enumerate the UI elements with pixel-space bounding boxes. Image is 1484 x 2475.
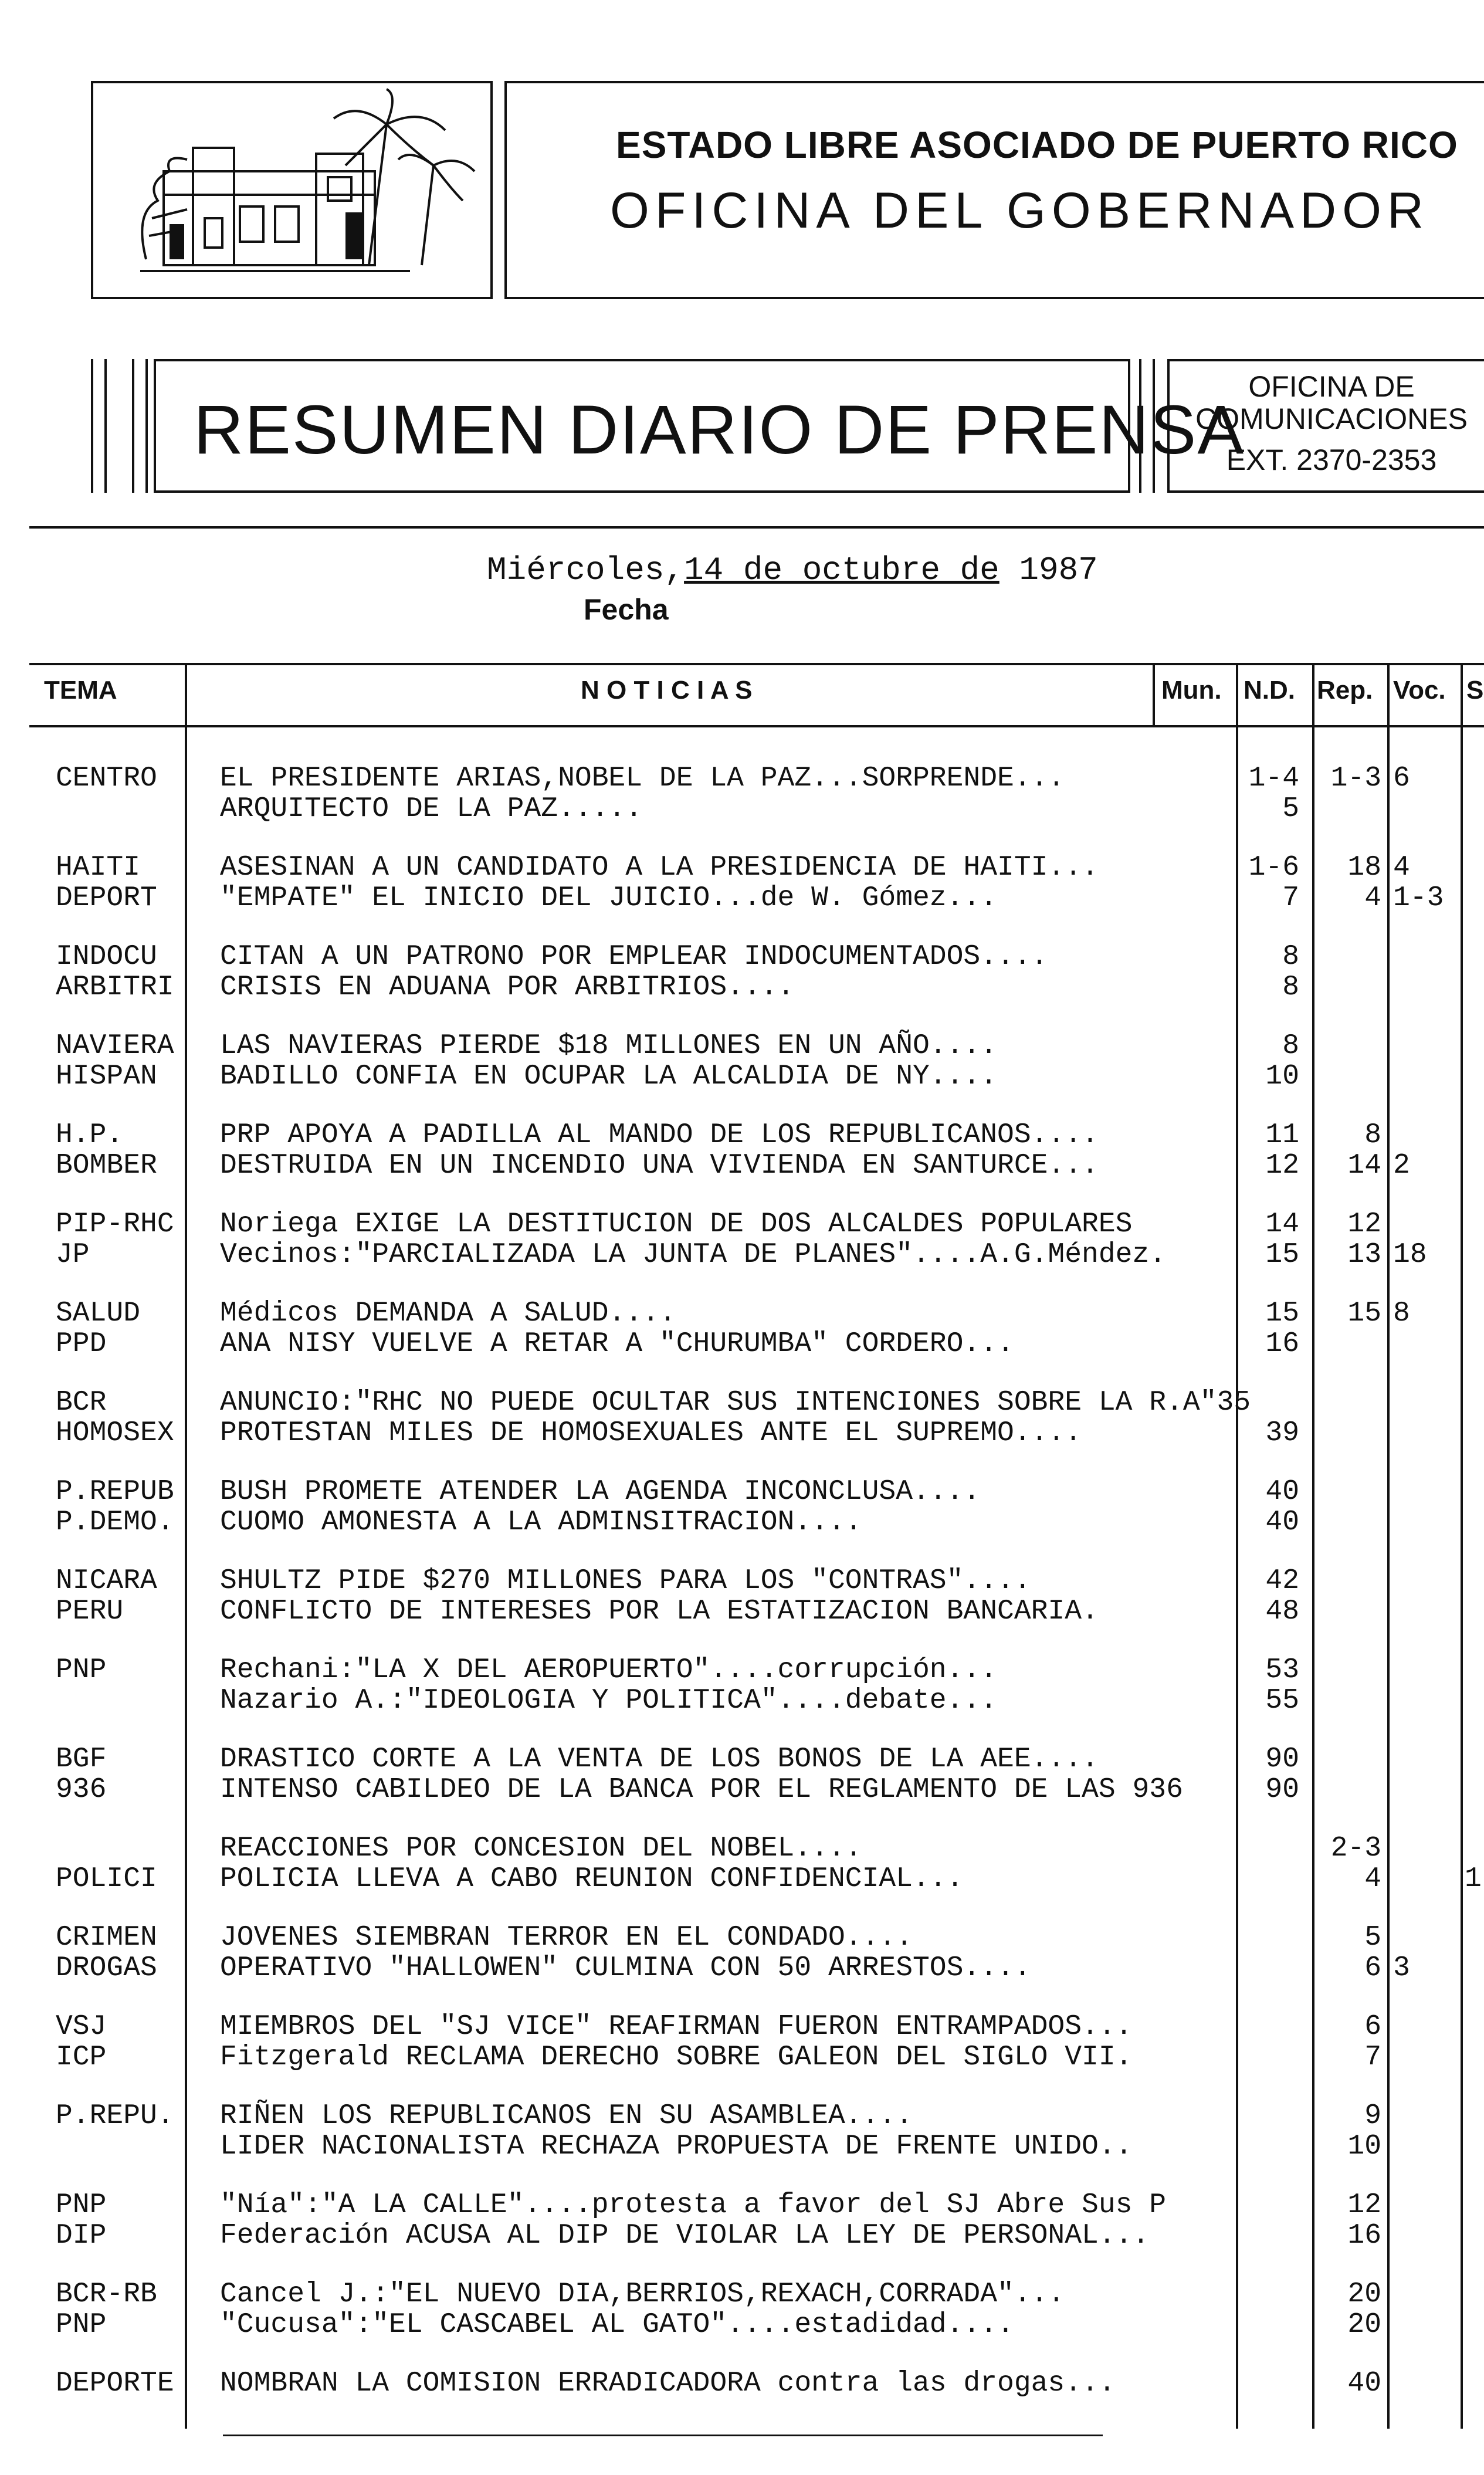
row-tema: DIP — [56, 2220, 107, 2251]
header-rule — [29, 526, 1484, 529]
row-tema: PERU — [56, 1596, 124, 1627]
row-tema: BCR — [56, 1387, 107, 1418]
row-rep: 4 — [1364, 882, 1381, 914]
row-tema: BGF — [56, 1743, 107, 1775]
row-tema: BOMBER — [56, 1150, 157, 1181]
row-tema: HOMOSEX — [56, 1417, 174, 1449]
row-noticia: ANA NISY VUELVE A RETAR A "CHURUMBA" CORDERO... — [220, 1328, 1014, 1360]
row-tema: PNP — [56, 1654, 107, 1686]
row-noticia: OPERATIVO "HALLOWEN" CULMINA CON 50 ARRESTOS.... — [220, 1952, 1031, 1984]
col-voc-header: Voc. — [1393, 676, 1446, 705]
col-line-rep — [1387, 663, 1390, 2429]
row-tema: PNP — [56, 2189, 107, 2221]
row-noticia: Noriega EXIGE LA DESTITUCION DE DOS ALCALDES POPULARES — [220, 1208, 1133, 1240]
row-noticia: CITAN A UN PATRONO POR EMPLEAR INDOCUMENTADOS.... — [220, 941, 1048, 973]
col-line-voc — [1461, 663, 1463, 2429]
row-noticia: Fitzgerald RECLAMA DERECHO SOBRE GALEON DEL SIGLO VII. — [220, 2041, 1133, 2073]
date-year: 1987 — [1019, 551, 1098, 589]
row-noticia: NOMBRAN LA COMISION ERRADICADORA contra las drogas... — [220, 2368, 1116, 2399]
row-nd: 39 — [1265, 1417, 1299, 1449]
row-rep: 13 — [1347, 1239, 1381, 1271]
row-noticia: LAS NAVIERAS PIERDE $18 MILLONES EN UN AÑO.... — [220, 1030, 998, 1062]
row-tema: NAVIERA — [56, 1030, 174, 1062]
row-noticia: LIDER NACIONALISTA RECHAZA PROPUESTA DE FRENTE UNIDO.. — [220, 2131, 1133, 2162]
row-rep: 14 — [1347, 1150, 1381, 1181]
row-rep: 5 — [1364, 1922, 1381, 1953]
row-noticia: ARQUITECTO DE LA PAZ..... — [220, 793, 643, 825]
row-noticia: Cancel J.:"EL NUEVO DIA,BERRIOS,REXACH,CORRADA"... — [220, 2278, 1065, 2310]
row-tema: BCR-RB — [56, 2278, 157, 2310]
fortaleza-seal-icon — [93, 83, 490, 297]
extension-line: EXT. 2370-2353 — [1226, 443, 1437, 476]
row-noticia: Rechani:"LA X DEL AEROPUERTO"....corrupción... — [220, 1654, 998, 1686]
row-tema: CRIMEN — [56, 1922, 157, 1953]
date-day-month: 14 de octubre de — [684, 551, 1000, 589]
row-tema: P.REPUB — [56, 1476, 174, 1508]
row-tema: PNP — [56, 2309, 107, 2341]
row-rep: 10 — [1347, 2131, 1381, 2162]
col-mun-header: Mun. — [1161, 676, 1222, 705]
row-voc: 3 — [1393, 1952, 1410, 1984]
row-tema: POLICI — [56, 1863, 157, 1895]
row-tema: ARBITRI — [56, 971, 174, 1003]
row-noticia: DESTRUIDA EN UN INCENDIO UNA VIVIENDA EN SANTURCE... — [220, 1150, 1099, 1181]
oficina-title: OFICINA DEL GOBERNADOR — [610, 182, 1430, 239]
row-voc: 2 — [1393, 1150, 1410, 1181]
row-rep: 20 — [1347, 2309, 1381, 2341]
row-rep: 8 — [1364, 1119, 1381, 1151]
row-rep: 6 — [1364, 2011, 1381, 2043]
row-noticia: ANUNCIO:"RHC NO PUEDE OCULTAR SUS INTENCIONES SOBRE LA R.A"35 — [220, 1387, 1251, 1418]
row-voc: 1-3 — [1393, 882, 1444, 914]
row-tema: P.DEMO. — [56, 1506, 174, 1538]
row-nd: 40 — [1265, 1506, 1299, 1538]
row-tema: SALUD — [56, 1298, 141, 1329]
row-nd: 48 — [1265, 1596, 1299, 1627]
row-nd: 15 — [1265, 1298, 1299, 1329]
date-weekday: Miércoles, — [487, 551, 685, 589]
row-nd: 12 — [1265, 1150, 1299, 1181]
col-line-nd — [1312, 663, 1314, 2429]
row-noticia: POLICIA LLEVA A CABO REUNION CONFIDENCIAL... — [220, 1863, 964, 1895]
row-tema: DEPORTE — [56, 2368, 174, 2399]
row-rep: 12 — [1347, 1208, 1381, 1240]
col-noticias-header: N O T I C I A S — [581, 676, 753, 705]
row-rep: 16 — [1347, 2220, 1381, 2251]
table-header-rule — [29, 725, 1484, 727]
row-rep: 6 — [1364, 1952, 1381, 1984]
row-nd: 8 — [1282, 1030, 1299, 1062]
row-noticia: Federación ACUSA AL DIP DE VIOLAR LA LEY DE PERSONAL... — [220, 2220, 1150, 2251]
row-noticia: INTENSO CABILDEO DE LA BANCA POR EL REGLAMENTO DE LAS 936 — [220, 1774, 1183, 1806]
row-noticia: PRP APOYA A PADILLA AL MANDO DE LOS REPUBLICANOS.... — [220, 1119, 1099, 1151]
col-rep-header: Rep. — [1317, 676, 1373, 705]
row-noticia: Nazario A.:"IDEOLOGIA Y POLITICA"....debate... — [220, 1685, 998, 1716]
row-tema: DROGAS — [56, 1952, 157, 1984]
row-noticia: "EMPATE" EL INICIO DEL JUICIO...de W. Gómez... — [220, 882, 998, 914]
row-tema: P.REPU. — [56, 2100, 174, 2132]
row-noticia: CONFLICTO DE INTERESES POR LA ESTATIZACION BANCARIA. — [220, 1596, 1099, 1627]
row-noticia: CRISIS EN ADUANA POR ARBITRIOS.... — [220, 971, 795, 1003]
row-voc: 18 — [1393, 1239, 1427, 1271]
row-nd: 53 — [1265, 1654, 1299, 1686]
row-nd: 1-4 — [1248, 763, 1299, 794]
date-line — [487, 551, 1098, 589]
row-rep: 15 — [1347, 1298, 1381, 1329]
row-noticia: REACCIONES POR CONCESION DEL NOBEL.... — [220, 1833, 862, 1864]
row-voc: 8 — [1393, 1298, 1410, 1329]
oficina-com-line1: OFICINA DE — [1248, 370, 1415, 403]
row-nd: 55 — [1265, 1685, 1299, 1716]
seal-box — [91, 81, 493, 299]
row-tema: H.P. — [56, 1119, 124, 1151]
right-bar-1 — [1139, 359, 1141, 493]
row-s: 1 — [1465, 1863, 1482, 1895]
row-tema: JP — [56, 1239, 90, 1271]
right-bar-2 — [1153, 359, 1155, 493]
row-nd: 40 — [1265, 1476, 1299, 1508]
row-tema: PIP-RHC — [56, 1208, 174, 1240]
row-noticia: DRASTICO CORTE A LA VENTA DE LOS BONOS DE LA AEE.... — [220, 1743, 1099, 1775]
row-rep: 40 — [1347, 2368, 1381, 2399]
row-noticia: "Nía":"A LA CALLE"....protesta a favor del SJ Abre Sus P — [220, 2189, 1167, 2221]
row-tema: INDOCU — [56, 941, 157, 973]
row-nd: 16 — [1265, 1328, 1299, 1360]
row-nd: 1-6 — [1248, 852, 1299, 883]
row-nd: 11 — [1265, 1119, 1299, 1151]
left-bar-4 — [145, 359, 148, 493]
row-noticia: RIÑEN LOS REPUBLICANOS EN SU ASAMBLEA.... — [220, 2100, 913, 2132]
row-voc: 4 — [1393, 852, 1410, 883]
col-line-noticias — [1153, 663, 1155, 727]
col-nd-header: N.D. — [1244, 676, 1295, 705]
row-noticia: CUOMO AMONESTA A LA ADMINSITRACION.... — [220, 1506, 862, 1538]
row-noticia: Médicos DEMANDA A SALUD.... — [220, 1298, 676, 1329]
resumen-title: RESUMEN DIARIO DE PRENSA — [194, 391, 1245, 469]
row-rep: 9 — [1364, 2100, 1381, 2132]
fecha-label: Fecha — [584, 593, 669, 626]
row-tema: CENTRO — [56, 763, 157, 794]
row-tema: HISPAN — [56, 1061, 157, 1092]
col-line-mun — [1236, 663, 1238, 2429]
row-noticia: BUSH PROMETE ATENDER LA AGENDA INCONCLUSA.... — [220, 1476, 981, 1508]
row-noticia: Vecinos:"PARCIALIZADA LA JUNTA DE PLANES"....A.G.Méndez. — [220, 1239, 1167, 1271]
row-rep: 20 — [1347, 2278, 1381, 2310]
row-nd: 90 — [1265, 1774, 1299, 1806]
row-voc: 6 — [1393, 763, 1410, 794]
row-nd: 5 — [1282, 793, 1299, 825]
row-rep: 2-3 — [1330, 1833, 1381, 1864]
row-tema: VSJ — [56, 2011, 107, 2043]
row-tema: ICP — [56, 2041, 107, 2073]
estado-title: ESTADO LIBRE ASOCIADO DE PUERTO RICO — [616, 124, 1458, 166]
row-rep: 12 — [1347, 2189, 1381, 2221]
row-noticia: SHULTZ PIDE $270 MILLONES PARA LOS "CONTRAS".... — [220, 1565, 1031, 1597]
row-nd: 7 — [1282, 882, 1299, 914]
row-noticia: PROTESTAN MILES DE HOMOSEXUALES ANTE EL SUPREMO.... — [220, 1417, 1082, 1449]
row-tema: PPD — [56, 1328, 107, 1360]
bottom-rule — [223, 2435, 1103, 2436]
row-noticia: JOVENES SIEMBRAN TERROR EN EL CONDADO.... — [220, 1922, 913, 1953]
row-noticia: BADILLO CONFIA EN OCUPAR LA ALCALDIA DE NY.... — [220, 1061, 998, 1092]
row-noticia: ASESINAN A UN CANDIDATO A LA PRESIDENCIA DE HAITI... — [220, 852, 1099, 883]
row-nd: 14 — [1265, 1208, 1299, 1240]
row-tema: DEPORT — [56, 882, 157, 914]
col-line-tema — [185, 663, 187, 2429]
row-nd: 15 — [1265, 1239, 1299, 1271]
left-bar-1 — [91, 359, 93, 493]
row-rep: 4 — [1364, 1863, 1381, 1895]
row-nd: 42 — [1265, 1565, 1299, 1597]
row-noticia: EL PRESIDENTE ARIAS,NOBEL DE LA PAZ...SORPRENDE... — [220, 763, 1065, 794]
row-nd: 8 — [1282, 971, 1299, 1003]
left-bar-3 — [132, 359, 134, 493]
row-tema: NICARA — [56, 1565, 157, 1597]
row-noticia: MIEMBROS DEL "SJ VICE" REAFIRMAN FUERON ENTRAMPADOS... — [220, 2011, 1133, 2043]
row-nd: 10 — [1265, 1061, 1299, 1092]
row-tema: 936 — [56, 1774, 107, 1806]
col-s-header: S — [1466, 676, 1484, 705]
col-tema-header: TEMA — [44, 676, 117, 705]
row-rep: 7 — [1364, 2041, 1381, 2073]
row-rep: 1-3 — [1330, 763, 1381, 794]
row-nd: 8 — [1282, 941, 1299, 973]
table-top-rule — [29, 663, 1484, 665]
row-rep: 18 — [1347, 852, 1381, 883]
row-noticia: "Cucusa":"EL CASCABEL AL GATO"....estadidad.... — [220, 2309, 1014, 2341]
row-tema: HAITI — [56, 852, 141, 883]
oficina-com-line2: COMUNICACIONES — [1195, 402, 1468, 435]
row-nd: 90 — [1265, 1743, 1299, 1775]
left-bar-2 — [104, 359, 107, 493]
